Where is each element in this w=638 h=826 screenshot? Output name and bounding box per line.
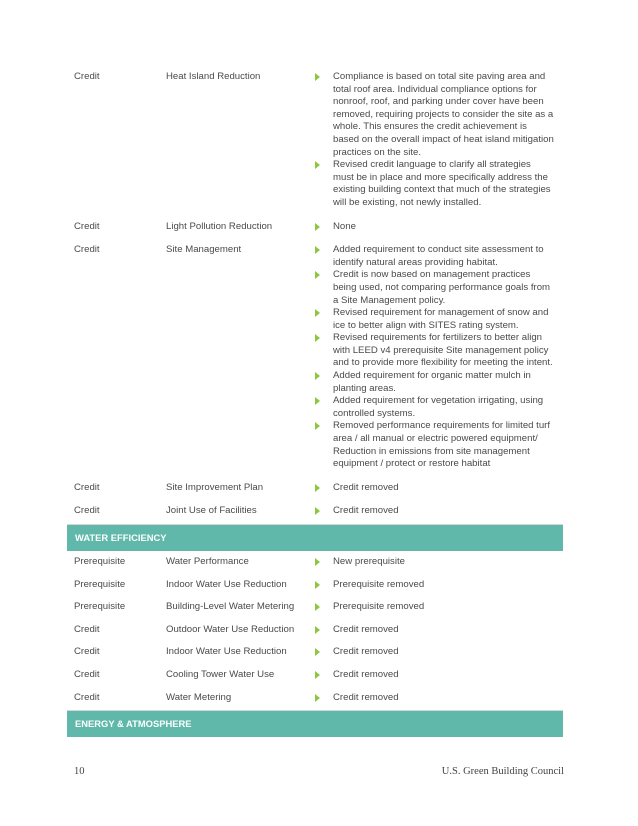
table-row (74, 619, 570, 637)
bullet-item (309, 579, 554, 592)
bullet-item (309, 370, 554, 395)
row-name: Light Pollution Reduction (166, 220, 273, 232)
row-changes (309, 641, 554, 659)
row-changes (309, 619, 554, 637)
bullet-text: Revised requirement for management of snow and ice to better align with SITES rating system. (333, 307, 549, 331)
bullet-item (309, 601, 554, 614)
row-name: Outdoor Water Use Reduction (166, 623, 295, 635)
row-type: Credit (74, 71, 100, 82)
bullet-text: Credit removed (333, 691, 399, 703)
bullet-item (309, 669, 554, 682)
bullet-text: Credit removed (333, 505, 399, 517)
bullet-text: Added requirement to conduct site assessment to identify natural areas providing habitat. (333, 244, 544, 268)
row-changes (309, 574, 554, 592)
row-name: Indoor Water Use Reduction (166, 646, 287, 658)
bullet-text: Credit removed (333, 646, 399, 658)
arrow-bullet-icon (315, 558, 320, 566)
arrow-bullet-icon (315, 484, 320, 492)
footer-organization: U.S. Green Building Council (441, 766, 564, 777)
row-changes (309, 596, 554, 614)
table-row (74, 596, 570, 614)
table-row (74, 477, 570, 495)
bullet-text: Removed performance requirements for limited turf area / all manual or electric powered equipment/ Reduction in emissions from site management equipment / protect or restore habitat (333, 420, 551, 470)
bullet-item (309, 420, 554, 470)
table-row (74, 664, 570, 682)
row-changes (309, 477, 554, 495)
table-row (74, 687, 570, 705)
table-row (74, 641, 570, 659)
bullet-text: None (333, 220, 356, 232)
bullet-item (309, 159, 554, 209)
arrow-bullet-icon (315, 246, 320, 254)
row-name: Indoor Water Use Reduction (166, 578, 287, 590)
row-type: Credit (74, 505, 100, 517)
bullet-text: Prerequisite removed (333, 578, 425, 590)
bullet-text: Added requirement for organic matter mulch in planting areas. (333, 370, 531, 394)
table-row (74, 66, 570, 210)
bullet-item (309, 692, 554, 705)
row-type: Credit (74, 668, 100, 680)
arrow-bullet-icon (315, 626, 320, 634)
table-group-water-efficiency (74, 551, 570, 704)
arrow-bullet-icon (315, 334, 320, 342)
table-row (74, 216, 570, 234)
bullet-item (309, 244, 554, 269)
row-changes (309, 687, 554, 705)
table-row (74, 500, 570, 518)
arrow-bullet-icon (315, 73, 320, 81)
section-header-energy-atmosphere: ENERGY & ATMOSPHERE (67, 710, 563, 737)
bullet-item (309, 556, 554, 569)
arrow-bullet-icon (315, 648, 320, 656)
row-type: Prerequisite (74, 578, 126, 590)
row-type: Credit (74, 646, 100, 658)
bullet-item (309, 505, 554, 518)
arrow-bullet-icon (315, 223, 320, 231)
bullet-text: Revised credit language to clarify all strategies must be in place and more specifically address the existing building context that much of the strategies will be existing, not newly installed. (333, 159, 551, 208)
row-type: Prerequisite (74, 556, 126, 567)
bullet-text: Added requirement for vegetation irrigating, using controlled systems. (333, 395, 544, 419)
row-changes (309, 239, 554, 471)
table-row (74, 239, 570, 471)
document-page (74, 66, 570, 737)
bullet-item (309, 221, 554, 234)
row-type: Credit (74, 481, 100, 493)
bullet-item (309, 71, 554, 159)
row-type: Credit (74, 623, 100, 635)
row-name: Site Management (166, 244, 242, 256)
section-header-water-efficiency: WATER EFFICIENCY (67, 524, 563, 551)
bullet-text: Credit removed (333, 481, 399, 493)
arrow-bullet-icon (315, 671, 320, 679)
bullet-text: Prerequisite removed (333, 601, 425, 613)
arrow-bullet-icon (315, 397, 320, 405)
page-number: 10 (74, 766, 85, 777)
row-name: Water Metering (166, 691, 232, 703)
row-changes (309, 664, 554, 682)
table-row (74, 574, 570, 592)
row-name: Site Improvement Plan (166, 481, 264, 493)
arrow-bullet-icon (315, 694, 320, 702)
bullet-item (309, 269, 554, 307)
bullet-text: Credit removed (333, 623, 399, 635)
row-name: Building-Level Water Metering (166, 601, 295, 613)
bullet-text: New prerequisite (333, 556, 405, 567)
row-type: Credit (74, 244, 100, 256)
row-name: Water Performance (166, 556, 249, 567)
arrow-bullet-icon (315, 581, 320, 589)
bullet-item (309, 624, 554, 637)
bullet-text: Credit is now based on management practices being used, not comparing performance goals from a Site Management policy. (333, 269, 551, 306)
row-changes (309, 216, 554, 234)
table-group-sustainable-sites (74, 66, 570, 518)
bullet-text: Revised requirements for fertilizers to better align with LEED v4 prerequisite Site management policy and to provide more flexibility for meeting the intent. (333, 332, 553, 369)
row-name: Heat Island Reduction (166, 71, 261, 82)
row-type: Credit (74, 691, 100, 703)
row-type: Credit (74, 220, 100, 232)
bullet-text: Compliance is based on total site paving area and total roof area. Individual compliance options for nonroof, roof, and parking under cover have been removed, requiring projects to consider the site as a whole. This ensures the credit achievement is based on the overall impact of heat island mitigation practices on the site. (333, 71, 554, 158)
row-name: Cooling Tower Water Use (166, 668, 275, 680)
arrow-bullet-icon (315, 309, 320, 317)
bullet-item (309, 307, 554, 332)
row-changes (309, 500, 554, 518)
table-row (74, 551, 570, 569)
row-name: Joint Use of Facilities (166, 505, 257, 517)
row-changes (309, 551, 554, 569)
bullet-item (309, 395, 554, 420)
arrow-bullet-icon (315, 161, 320, 169)
arrow-bullet-icon (315, 603, 320, 611)
bullet-item (309, 332, 554, 370)
arrow-bullet-icon (315, 372, 320, 380)
arrow-bullet-icon (315, 422, 320, 430)
row-type: Prerequisite (74, 601, 126, 613)
bullet-item (309, 482, 554, 495)
bullet-text: Credit removed (333, 668, 399, 680)
arrow-bullet-icon (315, 507, 320, 515)
arrow-bullet-icon (315, 271, 320, 279)
bullet-item (309, 646, 554, 659)
row-changes (309, 66, 554, 210)
